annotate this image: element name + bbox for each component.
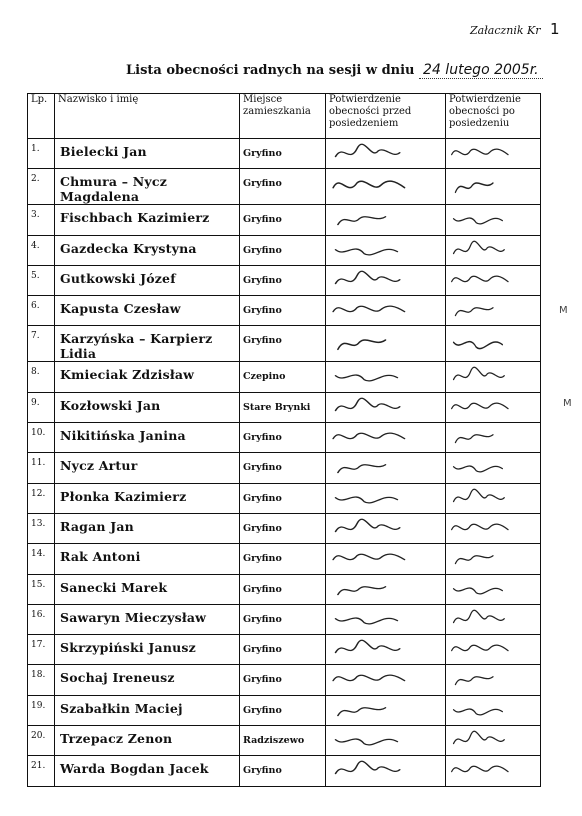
margin-mark: M bbox=[559, 305, 568, 316]
table-row bbox=[28, 695, 541, 725]
annex-label-text: Załacznik Kr bbox=[470, 24, 541, 37]
row-lp: 12. bbox=[28, 483, 55, 513]
row-name: Skrzypiński Janusz bbox=[55, 635, 240, 665]
signature-scribble bbox=[446, 726, 540, 755]
signature-before bbox=[326, 574, 446, 604]
signature-before bbox=[326, 296, 446, 326]
row-lp: 6. bbox=[28, 296, 55, 326]
table-row bbox=[28, 326, 541, 362]
signature-scribble bbox=[326, 635, 445, 664]
row-place: Gryfino bbox=[240, 235, 326, 265]
signature-scribble bbox=[446, 484, 540, 513]
table-row bbox=[28, 574, 541, 604]
table-row bbox=[28, 235, 541, 265]
row-lp: 17. bbox=[28, 635, 55, 665]
row-place: Gryfino bbox=[240, 169, 326, 205]
attendance-table bbox=[27, 93, 541, 787]
signature-before bbox=[326, 235, 446, 265]
row-name: Nycz Artur bbox=[55, 453, 240, 483]
signature-scribble bbox=[446, 362, 540, 391]
signature-scribble bbox=[446, 296, 540, 325]
signature-after bbox=[446, 544, 541, 574]
table-row bbox=[28, 635, 541, 665]
row-name: Płonka Kazimierz bbox=[55, 483, 240, 513]
row-place: Stare Brynki bbox=[240, 392, 326, 422]
signature-before bbox=[326, 169, 446, 205]
signature-scribble bbox=[326, 544, 445, 573]
row-lp: 9. bbox=[28, 392, 55, 422]
signature-scribble bbox=[326, 756, 445, 785]
row-place: Gryfino bbox=[240, 635, 326, 665]
table-row bbox=[28, 513, 541, 543]
row-lp: 7. bbox=[28, 326, 55, 362]
row-place: Radziszewo bbox=[240, 726, 326, 756]
row-lp: 18. bbox=[28, 665, 55, 695]
row-place: Gryfino bbox=[240, 604, 326, 634]
header-lp: Lp. bbox=[28, 94, 55, 139]
signature-scribble bbox=[326, 423, 445, 452]
header-before: Potwierdzenie obecności przed posiedzeniem bbox=[326, 94, 446, 139]
signature-scribble bbox=[326, 665, 445, 694]
signature-after bbox=[446, 695, 541, 725]
table-row bbox=[28, 265, 541, 295]
table-row bbox=[28, 726, 541, 756]
signature-scribble bbox=[446, 393, 540, 422]
signature-scribble bbox=[326, 605, 445, 634]
signature-before bbox=[326, 544, 446, 574]
signature-before bbox=[326, 695, 446, 725]
table-row bbox=[28, 756, 541, 786]
table-row bbox=[28, 453, 541, 483]
signature-after bbox=[446, 265, 541, 295]
signature-after bbox=[446, 362, 541, 392]
signature-scribble bbox=[446, 514, 540, 543]
row-name: Szabałkin Maciej bbox=[55, 695, 240, 725]
row-place: Gryfino bbox=[240, 544, 326, 574]
row-place: Gryfino bbox=[240, 513, 326, 543]
signature-scribble bbox=[446, 205, 540, 234]
signature-scribble bbox=[326, 453, 445, 482]
signature-before bbox=[326, 665, 446, 695]
row-lp: 20. bbox=[28, 726, 55, 756]
signature-after bbox=[446, 483, 541, 513]
table-row bbox=[28, 169, 541, 205]
header-after: Potwierdzenie obecności po posiedzeniu bbox=[446, 94, 541, 139]
row-lp: 4. bbox=[28, 235, 55, 265]
row-lp: 1. bbox=[28, 139, 55, 169]
row-place: Gryfino bbox=[240, 423, 326, 453]
signature-before bbox=[326, 423, 446, 453]
signature-after bbox=[446, 326, 541, 362]
signature-after bbox=[446, 235, 541, 265]
signature-scribble bbox=[446, 139, 540, 168]
row-name: Sanecki Marek bbox=[55, 574, 240, 604]
signature-scribble bbox=[446, 236, 540, 265]
row-place: Gryfino bbox=[240, 326, 326, 362]
signature-before bbox=[326, 326, 446, 362]
row-name: Ragan Jan bbox=[55, 513, 240, 543]
signature-after bbox=[446, 604, 541, 634]
signature-scribble bbox=[326, 362, 445, 391]
row-place: Czepino bbox=[240, 362, 326, 392]
signature-before bbox=[326, 604, 446, 634]
signature-after bbox=[446, 392, 541, 422]
row-lp: 5. bbox=[28, 265, 55, 295]
signature-scribble bbox=[326, 139, 445, 168]
table-row bbox=[28, 665, 541, 695]
signature-after bbox=[446, 139, 541, 169]
signature-before bbox=[326, 362, 446, 392]
table-body bbox=[28, 139, 541, 787]
row-lp: 21. bbox=[28, 756, 55, 786]
signature-before bbox=[326, 205, 446, 235]
row-name: Trzepacz Zenon bbox=[55, 726, 240, 756]
row-place: Gryfino bbox=[240, 695, 326, 725]
table-row bbox=[28, 604, 541, 634]
row-place: Gryfino bbox=[240, 265, 326, 295]
signature-scribble bbox=[326, 326, 445, 361]
signature-scribble bbox=[326, 169, 445, 204]
table-row bbox=[28, 483, 541, 513]
signature-scribble bbox=[326, 575, 445, 604]
row-name: Nikitińska Janina bbox=[55, 423, 240, 453]
header-place: Miejsce zamieszkania bbox=[240, 94, 326, 139]
signature-before bbox=[326, 726, 446, 756]
table-row bbox=[28, 423, 541, 453]
signature-scribble bbox=[446, 266, 540, 295]
row-lp: 8. bbox=[28, 362, 55, 392]
row-lp: 11. bbox=[28, 453, 55, 483]
table-row bbox=[28, 139, 541, 169]
row-name: Kozłowski Jan bbox=[55, 392, 240, 422]
row-place: Gryfino bbox=[240, 574, 326, 604]
row-lp: 19. bbox=[28, 695, 55, 725]
signature-scribble bbox=[326, 393, 445, 422]
signature-scribble bbox=[446, 544, 540, 573]
signature-before bbox=[326, 265, 446, 295]
table-row bbox=[28, 544, 541, 574]
signature-after bbox=[446, 726, 541, 756]
signature-after bbox=[446, 635, 541, 665]
signature-before bbox=[326, 453, 446, 483]
signature-scribble bbox=[446, 635, 540, 664]
row-lp: 16. bbox=[28, 604, 55, 634]
row-place: Gryfino bbox=[240, 483, 326, 513]
table-row bbox=[28, 296, 541, 326]
row-place: Gryfino bbox=[240, 665, 326, 695]
title-date: 24 lutego 2005r. bbox=[419, 62, 543, 79]
row-lp: 13. bbox=[28, 513, 55, 543]
row-place: Gryfino bbox=[240, 205, 326, 235]
table-header-row bbox=[28, 94, 541, 139]
row-lp: 14. bbox=[28, 544, 55, 574]
row-lp: 2. bbox=[28, 169, 55, 205]
row-lp: 3. bbox=[28, 205, 55, 235]
signature-scribble bbox=[326, 484, 445, 513]
signature-after bbox=[446, 423, 541, 453]
annex-label bbox=[470, 20, 560, 38]
row-name: Fischbach Kazimierz bbox=[55, 205, 240, 235]
row-lp: 15. bbox=[28, 574, 55, 604]
row-name: Chmura – Nycz Magdalena bbox=[55, 169, 240, 205]
row-name: Gutkowski Józef bbox=[55, 265, 240, 295]
row-place: Gryfino bbox=[240, 296, 326, 326]
row-name: Bielecki Jan bbox=[55, 139, 240, 169]
signature-scribble bbox=[446, 605, 540, 634]
signature-before bbox=[326, 635, 446, 665]
signature-scribble bbox=[326, 266, 445, 295]
header-name: Nazwisko i imię bbox=[55, 94, 240, 139]
row-name: Kapusta Czesław bbox=[55, 296, 240, 326]
signature-scribble bbox=[446, 326, 540, 361]
signature-before bbox=[326, 392, 446, 422]
row-name: Gazdecka Krystyna bbox=[55, 235, 240, 265]
signature-scribble bbox=[326, 726, 445, 755]
row-place: Gryfino bbox=[240, 453, 326, 483]
row-name: Karzyńska – Karpierz Lidia bbox=[55, 326, 240, 362]
signature-scribble bbox=[326, 296, 445, 325]
signature-after bbox=[446, 205, 541, 235]
signature-scribble bbox=[446, 696, 540, 725]
signature-before bbox=[326, 483, 446, 513]
row-place: Gryfino bbox=[240, 756, 326, 786]
signature-scribble bbox=[446, 756, 540, 785]
signature-scribble bbox=[446, 453, 540, 482]
table-row bbox=[28, 392, 541, 422]
row-name: Warda Bogdan Jacek bbox=[55, 756, 240, 786]
margin-mark: M bbox=[563, 398, 572, 409]
table-row bbox=[28, 205, 541, 235]
page-title bbox=[126, 62, 543, 78]
signature-before bbox=[326, 513, 446, 543]
signature-scribble bbox=[326, 696, 445, 725]
row-name: Kmieciak Zdzisław bbox=[55, 362, 240, 392]
signature-after bbox=[446, 513, 541, 543]
title-prefix: Lista obecności radnych na sesji w dniu bbox=[126, 63, 415, 78]
annex-number: 1 bbox=[550, 20, 560, 38]
signature-before bbox=[326, 756, 446, 786]
signature-scribble bbox=[446, 423, 540, 452]
signature-after bbox=[446, 296, 541, 326]
signature-scribble bbox=[326, 514, 445, 543]
signature-after bbox=[446, 756, 541, 786]
signature-scribble bbox=[446, 169, 540, 204]
signature-scribble bbox=[326, 236, 445, 265]
signature-scribble bbox=[446, 575, 540, 604]
signature-after bbox=[446, 169, 541, 205]
row-name: Sawaryn Mieczysław bbox=[55, 604, 240, 634]
signature-after bbox=[446, 665, 541, 695]
row-name: Sochaj Ireneusz bbox=[55, 665, 240, 695]
row-lp: 10. bbox=[28, 423, 55, 453]
table-row bbox=[28, 362, 541, 392]
signature-scribble bbox=[446, 665, 540, 694]
signature-after bbox=[446, 453, 541, 483]
signature-before bbox=[326, 139, 446, 169]
signature-scribble bbox=[326, 205, 445, 234]
signature-after bbox=[446, 574, 541, 604]
row-place: Gryfino bbox=[240, 139, 326, 169]
row-name: Rak Antoni bbox=[55, 544, 240, 574]
